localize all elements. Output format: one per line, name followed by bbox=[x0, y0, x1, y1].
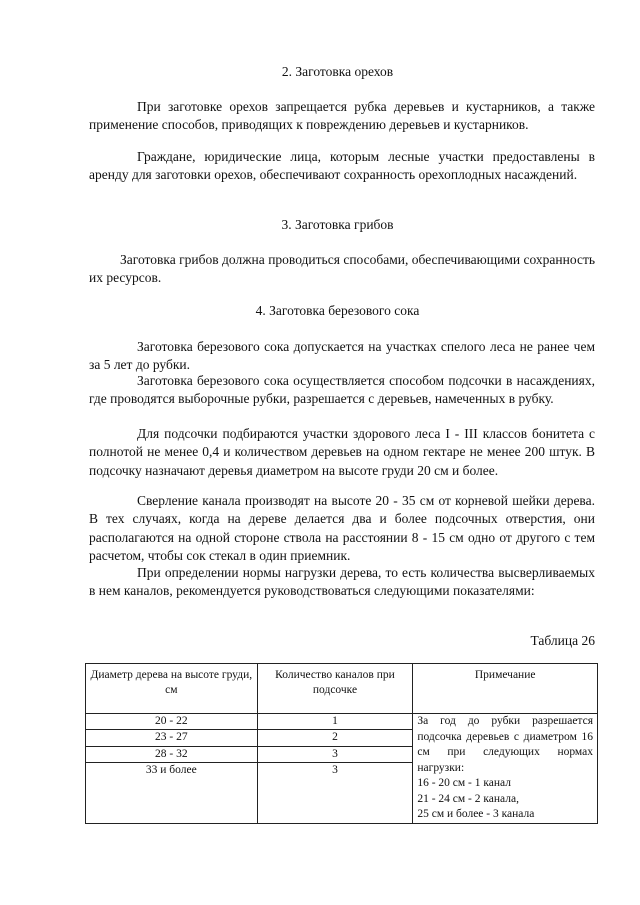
cell-diameter: 33 и более bbox=[86, 763, 258, 823]
paragraph: Граждане, юридические лица, которым лесные участки предоставлены в аренду для заготовки орехов, обеспечивают сохранность орехоплодных насаждений. bbox=[89, 149, 595, 183]
paragraph: Заготовка березового сока допускается на участках спелого леса не ранее чем за 5 лет до рубки. bbox=[89, 339, 595, 373]
paragraph: Для подсочки подбираются участки здорового леса I - III классов бонитета с полнотой не менее 0,4 и количеством деревьев на одном гектаре не менее 200 штук. В подсочку назначают деревья диаметром на высоте груди 20 см и более. bbox=[89, 426, 595, 478]
paragraph: Сверление канала производят на высоте 20 - 35 см от корневой шейки дерева. В тех случаях, когда на дереве делается два и более подсочных отверстия, они располагаются на одной стороне ствола на расстоянии 8 - 15 см одно от другого с тем расчетом, чтобы сок стекал в один приемник. bbox=[89, 493, 595, 563]
tapping-norms-table bbox=[85, 663, 598, 824]
cell-channels: 3 bbox=[257, 746, 413, 762]
table-header-row bbox=[86, 664, 598, 714]
paragraph: Заготовка березового сока осуществляется способом подсочки в насаждениях, где проводятся выборочные рубки, разрешается с деревьев, намеченных в рубку. bbox=[89, 373, 595, 407]
paragraph: Заготовка грибов должна проводиться способами, обеспечивающими сохранность их ресурсов. bbox=[89, 252, 595, 286]
note-norm-line: 21 - 24 см - 2 канала, bbox=[417, 792, 519, 805]
column-header-note: Примечание bbox=[413, 664, 598, 714]
table-row bbox=[86, 714, 598, 730]
note-norm-line: 16 - 20 см - 1 канал bbox=[417, 777, 512, 789]
cell-diameter: 23 - 27 bbox=[86, 730, 258, 746]
cell-channels: 1 bbox=[257, 714, 413, 730]
column-header-channels: Количество каналов при подсочке bbox=[257, 664, 413, 714]
section-heading-birch-sap: 4. Заготовка березового сока bbox=[255, 303, 420, 318]
cell-note bbox=[413, 714, 598, 824]
paragraph: При заготовке орехов запрещается рубка деревьев и кустарников, а также применение способов, приводящих к повреждению деревьев и кустарников. bbox=[89, 99, 595, 133]
section-heading-nuts: 2. Заготовка орехов bbox=[281, 64, 394, 79]
note-text: За год до рубки разрешается подсочка деревьев с диаметром 16 см при следующих нормах нагрузки: bbox=[417, 715, 593, 774]
cell-channels: 2 bbox=[257, 730, 413, 746]
paragraph: При определении нормы нагрузки дерева, то есть количества высверливаемых в нем каналов, рекомендуется руководствоваться следующими показателями: bbox=[89, 565, 595, 599]
table-caption: Таблица 26 bbox=[530, 633, 595, 648]
cell-diameter: 28 - 32 bbox=[86, 746, 258, 762]
section-heading-mushrooms: 3. Заготовка грибов bbox=[281, 217, 394, 232]
cell-channels: 3 bbox=[257, 763, 413, 823]
note-norm-line: 25 см и более - 3 канала bbox=[417, 808, 535, 820]
column-header-diameter: Диаметр дерева на высоте груди, см bbox=[86, 664, 258, 714]
cell-diameter: 20 - 22 bbox=[86, 714, 258, 730]
